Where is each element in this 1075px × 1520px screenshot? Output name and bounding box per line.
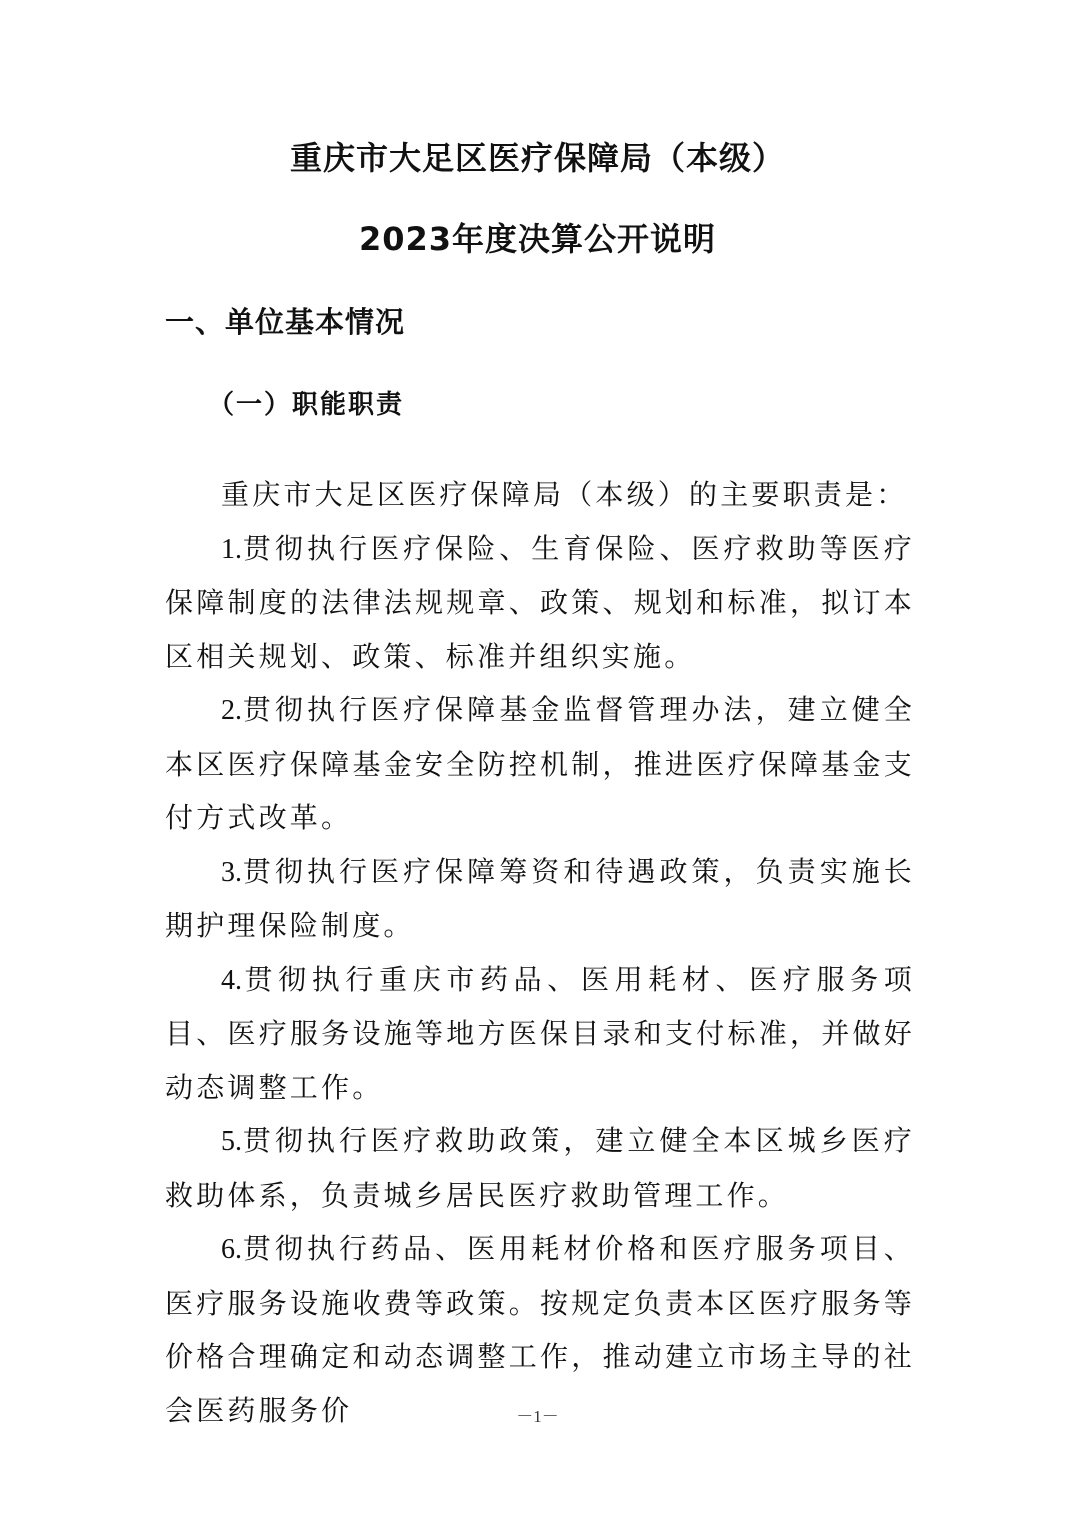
duty-item-5	[165, 1114, 915, 1222]
duty-item-number: 3.	[221, 856, 242, 888]
duty-item-2	[165, 683, 915, 845]
duty-item-3	[165, 845, 915, 953]
duty-item-text: 贯彻执行医疗保险、生育保险、医疗救助等医疗保障制度的法律法规规章、政策、规划和标准，拟订本区相关规划、政策、标准并组织实施。	[165, 531, 915, 673]
duty-item-text: 贯彻执行药品、医用耗材价格和医疗服务项目、医疗服务设施收费等政策。按规定负责本区医疗服务等价格合理确定和动态调整工作，推动建立市场主导的社会医药服务价	[165, 1232, 915, 1427]
duty-item-6	[165, 1222, 915, 1437]
duty-item-text: 贯彻执行重庆市药品、医用耗材、医疗服务项目、医疗服务设施等地方医保目录和支付标准，并做好动态调整工作。	[165, 962, 915, 1104]
duty-item-text: 贯彻执行医疗救助政策，建立健全本区城乡医疗救助体系，负责城乡居民医疗救助管理工作。	[165, 1124, 915, 1212]
duty-item-text: 贯彻执行医疗保障筹资和待遇政策，负责实施长期护理保险制度。	[165, 854, 915, 942]
duty-item-1	[165, 522, 915, 684]
duty-item-number: 2.	[221, 695, 242, 726]
duty-item-text: 贯彻执行医疗保障基金监督管理办法，建立健全本区医疗保障基金安全防控机制，推进医疗保障基金支付方式改革。	[165, 693, 915, 834]
page-number: －1－	[516, 1407, 559, 1426]
duty-item-number: 6.	[221, 1234, 242, 1265]
document-title-line1: 重庆市大足区医疗保障局（本级）	[289, 139, 785, 177]
duty-item-number: 1.	[221, 533, 242, 565]
section-heading: 一、单位基本情况	[165, 305, 406, 339]
duty-item-4	[165, 953, 915, 1115]
duty-item-number: 4.	[221, 964, 242, 996]
document-body	[165, 468, 915, 1437]
subsection-heading: （一）职能职责	[208, 390, 405, 420]
document-title-line2: 2023年度决算公开说明	[358, 220, 717, 258]
duty-item-number: 5.	[221, 1126, 242, 1157]
intro-paragraph: 重庆市大足区医疗保障局（本级）的主要职责是：	[221, 478, 908, 511]
